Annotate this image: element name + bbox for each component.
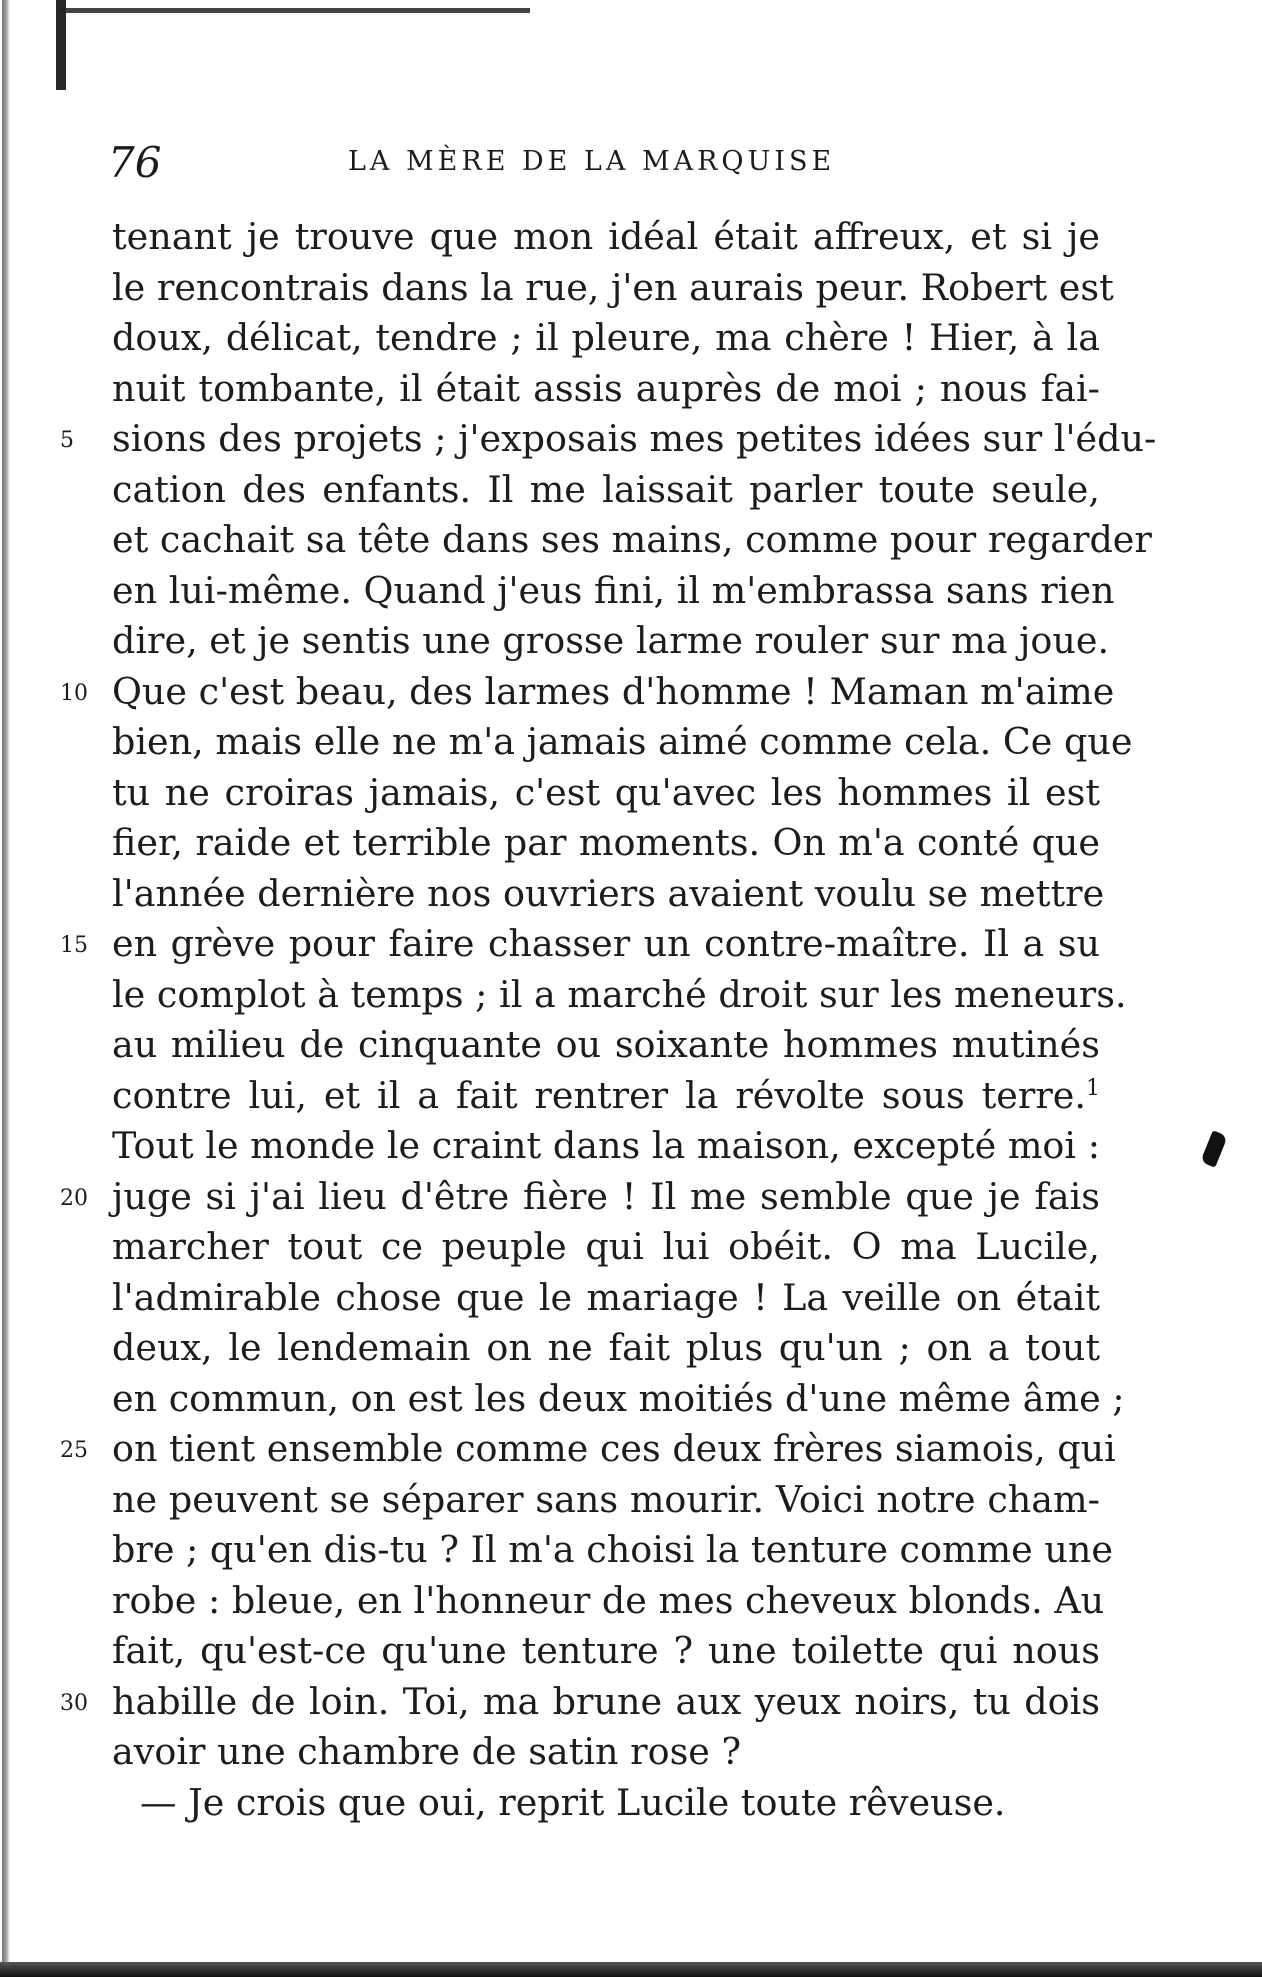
text-line: bre ; qu'en dis-tu ? Il m'a choisi la tenture comme une (112, 1528, 1113, 1571)
text-line: 15 en grève pour faire chasser un contre-maître. Il a su (112, 919, 1100, 970)
line-number: 15 (60, 933, 88, 958)
text-line: nuit tombante, il était assis auprès de moi ; nous fai- (112, 366, 1100, 410)
text-line: doux, délicat, tendre ; il pleure, ma chère ! Hier, à la (112, 316, 1100, 359)
text-line: le complot à temps ; il a marché droit sur les meneurs. (112, 972, 1127, 1016)
text-line: fier, raide et terrible par moments. On m'a conté que (112, 821, 1100, 864)
text-line: en lui-même. Quand j'eus fini, il m'embrassa sans rien (112, 568, 1115, 612)
line-number: 5 (60, 428, 74, 453)
running-head: LA MÈRE DE LA MARQUISE (348, 146, 836, 177)
body-text (60, 212, 1157, 1828)
text-line: 20 juge si j'ai lieu d'être fière ! Il me semble que je fais (112, 1172, 1100, 1223)
text-line: — Je crois que oui, reprit Lucile toute rêveuse. (140, 1780, 1006, 1824)
text-line: 10 Que c'est beau, des larmes d'homme ! Maman m'aime (112, 667, 1100, 718)
text-line: ne peuvent se séparer sans mourir. Voici notre cham- (112, 1477, 1100, 1521)
footnote-marker: 1 (1086, 1075, 1100, 1101)
ink-blot (1200, 1130, 1228, 1168)
page-edge-corner (56, 0, 66, 90)
text-line: bien, mais elle ne m'a jamais aimé comme cela. Ce que (112, 720, 1133, 763)
text-line: avoir une chambre de satin rose ? (112, 1730, 742, 1773)
text-line: en commun, on est les deux moitiés d'une même âme ; (112, 1376, 1125, 1420)
text-line: robe : bleue, en l'honneur de mes cheveux blonds. Au (112, 1578, 1105, 1622)
text-line: au milieu de cinquante ou soixante hommes mutinés (112, 1023, 1100, 1066)
text-line: contre lui, et il a fait rentrer la révolte sous terre.$^1$ (112, 1073, 1100, 1117)
line-number: 10 (60, 680, 88, 706)
text-line: tu ne croiras jamais, c'est qu'avec les hommes il est (112, 770, 1100, 814)
text-line: Tout le monde le craint dans la maison, excepté moi : (112, 1124, 1100, 1167)
text-line: 30 habille de loin. Toi, ma brune aux yeux noirs, tu dois (112, 1677, 1100, 1728)
text-line: et cachait sa tête dans ses mains, comme pour regarder (112, 518, 1152, 561)
page-edge-top (60, 8, 530, 13)
text-line: le rencontrais dans la rue, j'en aurais peur. Robert est (112, 265, 1114, 309)
text-line: 25 on tient ensemble comme ces deux frères siamois, qui (112, 1424, 1100, 1475)
page-edge-bottom (0, 1962, 1262, 1977)
text-line: deux, le lendemain on ne fait plus qu'un ; on a tout (112, 1326, 1100, 1369)
text-line: tenant je trouve que mon idéal était affreux, et si je (112, 215, 1100, 258)
line-number: 30 (60, 1690, 88, 1716)
line-number: 25 (60, 1438, 88, 1463)
line-number: 20 (60, 1185, 88, 1211)
text-line: l'admirable chose que le mariage ! La veille on était (112, 1275, 1100, 1319)
text-line: cation des enfants. Il me laissait parler toute seule, (112, 467, 1100, 511)
text-line: 5 sions des projets ; j'exposais mes petites idées sur l'édu- (112, 414, 1100, 465)
page-edge-left (2, 0, 10, 1977)
text-line: l'année dernière nos ouvriers avaient voulu se mettre (112, 871, 1105, 915)
text-line: dire, et je sentis une grosse larme rouler sur ma joue. (112, 619, 1110, 662)
page-header (108, 138, 1098, 188)
text-line: marcher tout ce peuple qui lui obéit. O ma Lucile, (112, 1225, 1100, 1268)
text-line: fait, qu'est-ce qu'une tenture ? une toilette qui nous (112, 1629, 1100, 1672)
page-number: 76 (108, 138, 162, 187)
